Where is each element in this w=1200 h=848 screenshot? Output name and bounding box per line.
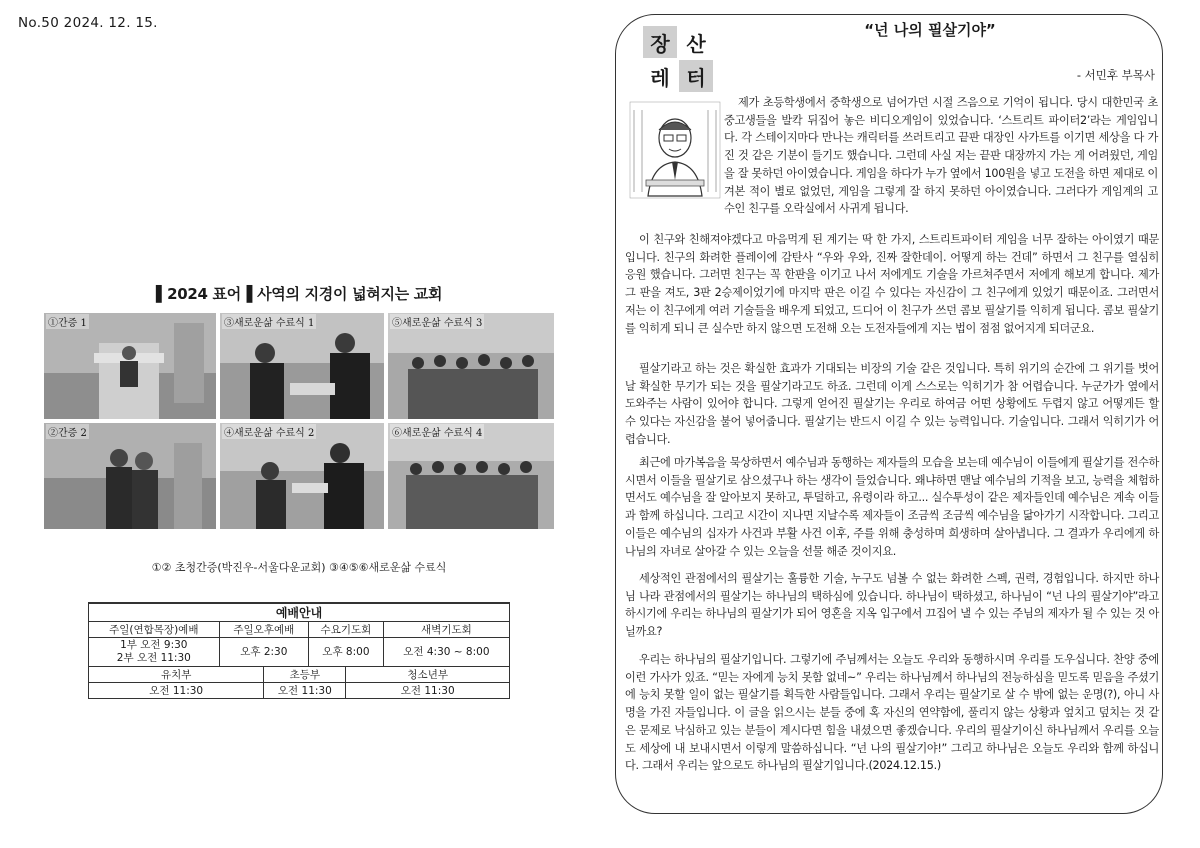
table-row bbox=[89, 622, 510, 638]
letter-paragraph: 우리는 하나님의 필살기입니다. 그렇기에 주님께서는 오늘도 우리와 동행하시며 우리를 도우십니다. 찬양 중에 이런 가사가 있죠. “믿는 자에게 능치 못함 없네~” 우리는 하나님께서 하나님의 전능하심을 믿도록 믿음을 주셨기에 능치 못할 일이 없는 필살기를 획득한 사람들입니다. 그래서 우리는 필살기로 살 수 밖에 없는 운명(?), 아니 사명을 가진 자들입니다. 이 글을 읽으시는 분들 중에 혹 자신의 연약함에, 풀리지 않는 상황과 엎치고 덮치는 것 같은 문제로 낙심하고 있는 분들이 계시다면 힘을 내셨으면 좋겠습니다. 우리의 필살기이신 하나님께서 우리를 오늘도 세상에 내 보내시면서 이렇게 말씀하십니다. “넌 나의 필살기야!” 그리고 하나님은 오늘도 우리와 함께 하십니다. 그래서 우리는 앞으로도 하나님의 필살기입니다.(2024.12.15.) bbox=[625, 653, 1159, 773]
table-header-cell: 유치부 bbox=[89, 667, 264, 683]
table-header-cell: 새벽기도회 bbox=[383, 622, 509, 638]
worship-schedule-table bbox=[88, 602, 510, 699]
theme-heading: ▌2024 표어▐ 사역의 지경이 넓혀지는 교회 bbox=[155, 285, 443, 303]
table-header-cell: 주일(연합목장)예배 bbox=[89, 622, 220, 638]
photo-graduation-1 bbox=[220, 313, 384, 419]
letter-paragraph: 세상적인 관점에서의 필살기는 훌륭한 기술, 누구도 넘볼 수 없는 화려한 스펙, 권력, 경험입니다. 하지만 하나님 나라 관점에서의 필살기는 하나님의 택하심에 있습니다. 하나님이 택하셨고, 하나님이 “넌 나의 필살기야”라고 하시기에 우리는 하나님의 필살기가 되어 영혼을 지옥 입구에서 끄집어 낼 수 있는 주님의 제자가 될 수 있는 것 아닐까요? bbox=[625, 572, 1159, 639]
table-row bbox=[89, 683, 510, 699]
column-badge bbox=[643, 26, 715, 94]
photo-testimony-1 bbox=[44, 313, 216, 419]
dawn-prayer-time: 오전 4:30 ~ 8:00 bbox=[383, 638, 509, 667]
main-service-second: 2부 오전 11:30 bbox=[116, 652, 191, 664]
table-header-cell: 수요기도회 bbox=[309, 622, 384, 638]
photo-caption-label: ②간증 2 bbox=[46, 424, 89, 439]
issue-date: No.50 2024. 12. 15. bbox=[18, 15, 158, 31]
badge-char: 산 bbox=[686, 31, 706, 56]
afternoon-service-time: 오후 2:30 bbox=[219, 638, 308, 667]
department-time: 오전 11:30 bbox=[89, 683, 264, 699]
photo-testimony-2 bbox=[44, 423, 216, 529]
table-header-cell: 초등부 bbox=[264, 667, 346, 683]
worship-title: 예배안내 bbox=[89, 603, 510, 622]
letter-paragraph: 이 친구와 친해져야겠다고 마음먹게 된 계기는 딱 한 가지, 스트리트파이터 게임을 너무 잘하는 아이였기 때문입니다. 친구의 화려한 플레이에 감탄사 “우와 우와, 진짜 잘한데이. 어떻게 하는 건데” 하면서 그 친구를 열심히 응원 했습니다. 그러면 친구는 꼭 한판을 이기고 나서 저에게도 기술을 가르쳐주면서 저에게 해보게 합니다. 제가 그 판을 져도, 3판 2승제이었기에 마지막 판은 이길 수 있다는 자신감이 그 친구에게 있었기 때문이죠. 그러면서 저는 이 친구에게 여러 기술들을 배우게 되었고, 드디어 이 친구가 쓰던 콤보 필살기를 익히게 됩니다. 콤보 필살기를 익히게 되니 큰 실수만 하지 않으면 도전해 오는 도전자들에게 지는 법이 점점 없어지게 되더군요. bbox=[625, 233, 1159, 335]
photo-grid-caption: ①② 초청간증(박진우-서울다운교회) ③④⑤⑥새로운삶 수료식 bbox=[151, 561, 447, 574]
table-header-cell: 주일오후예배 bbox=[219, 622, 308, 638]
table-row bbox=[89, 667, 510, 683]
photo-caption-label: ④새로운삶 수료식 2 bbox=[222, 424, 316, 439]
badge-char: 장 bbox=[643, 26, 677, 58]
photo-grid bbox=[44, 313, 554, 529]
photo-caption-label: ⑤새로운삶 수료식 3 bbox=[390, 314, 484, 329]
letter-paragraph: 최근에 마가복음을 묵상하면서 예수님과 동행하는 제자들의 모습을 보는데 예수님이 이들에게 필살기를 전수하시면서 이들을 필살기로 삼으셨구나 하는 생각이 들었습니다. 왜냐하면 맨날 예수님의 기적을 보고, 능력을 체험하면서도 예수님을 잘 알아보지 못하고, 투덜하고, 유령이라 하고... 실수투성이 같은 제자들인데 예수님은 계속 이들과 함께 하십니다. 그리고 시간이 지나면 지날수록 제자들이 조금씩 조금씩 예수님을 닮아가기 시작합니다. 그리고 이들은 예수님의 십자가 사건과 부활 사건 이후, 주를 위해 충성하며 희생하며 살아냅니다. 그 결과가 우리에게 하나님의 자녀로 살아갈 수 있는 오늘을 선물 해준 것이지요. bbox=[625, 456, 1159, 558]
photo-caption-label: ③새로운삶 수료식 1 bbox=[222, 314, 316, 329]
letter-intro-paragraph: 제가 초등학생에서 중학생으로 넘어가던 시절 즈음으로 기억이 됩니다. 당시 대한민국 초중고생들을 발칵 뒤집어 놓은 비디오게임이 있었습니다. ‘스트리트 파이터2’라는 게임입니다. 각 스테이지마다 만나는 캐릭터를 쓰러트리고 끝판 대장인 사가트를 이기면 세상을 다 가진 것 같은 기분이 들기도 했습니다. 그런데 사실 저는 끝판 대장까지 가는 게 어려웠던, 게임을 잘 못하던 아이였습니다. 게임을 하다가 누가 옆에서 100원을 넣고 도전을 하면 제대로 이겨본 적이 별로 없었던, 게임을 그렇게 잘 하지 못하던 아이였습니다. 그러다가 게임계의 고수인 친구를 오락실에서 사귀게 됩니다. bbox=[724, 96, 1158, 216]
table-header-cell: 청소년부 bbox=[346, 667, 510, 683]
badge-char: 터 bbox=[679, 60, 713, 92]
letter-author: - 서민후 부목사 bbox=[1076, 68, 1155, 82]
letter-paragraph: 필살기라고 하는 것은 확실한 효과가 기대되는 비장의 기술 같은 것입니다. 특히 위기의 순간에 그 위기를 벗어날 확실한 무기가 되는 것을 필살기라고도 하죠. 그런데 이게 스스로는 익히기가 참 어렵습니다. 누군가가 옆에서 도와주는 사람이 있어야 합니다. 그렇게 얻어진 필살기는 우리로 하여금 어떤 상황에도 두렵지 않고 어떻게든 할 수 있다는 자신감을 불어 넣어줍니다. 필살기는 반드시 이길 수 있는 능력입니다. 기술입니다. 그래서 익히기가 어렵습니다. bbox=[625, 362, 1159, 446]
wednesday-prayer-time: 오후 8:00 bbox=[309, 638, 384, 667]
letter-title: “넌 나의 필살기야” bbox=[864, 21, 996, 39]
table-row bbox=[89, 638, 510, 667]
department-time: 오전 11:30 bbox=[346, 683, 510, 699]
photo-caption-label: ⑥새로운삶 수료식 4 bbox=[390, 424, 484, 439]
author-portrait-illustration bbox=[628, 100, 722, 200]
photo-graduation-3 bbox=[388, 313, 554, 419]
department-time: 오전 11:30 bbox=[264, 683, 346, 699]
photo-caption-label: ①간증 1 bbox=[46, 314, 89, 329]
main-service-times bbox=[89, 638, 220, 667]
photo-graduation-2 bbox=[220, 423, 384, 529]
photo-graduation-4 bbox=[388, 423, 554, 529]
main-service-first: 1부 오전 9:30 bbox=[120, 639, 188, 651]
badge-char: 레 bbox=[650, 65, 670, 90]
